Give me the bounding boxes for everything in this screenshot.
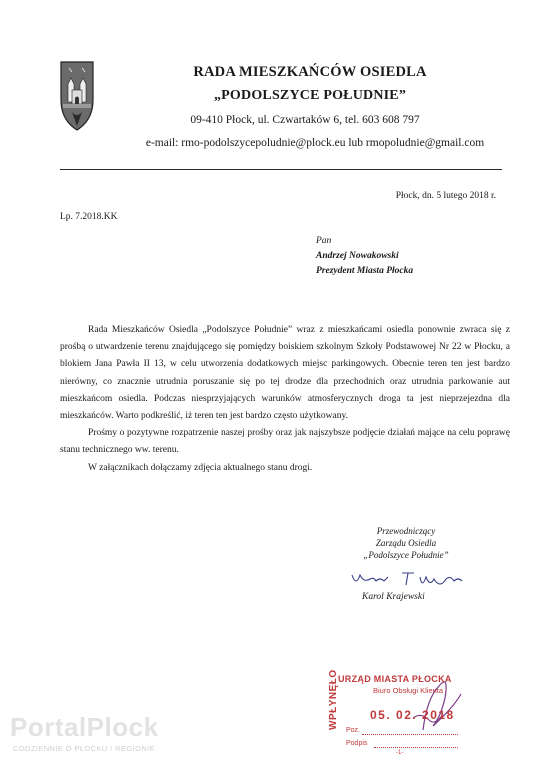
handwritten-signature: [350, 569, 480, 591]
letter-reference: Lp. 7.2018.KK: [60, 212, 118, 222]
stamp-office: URZĄD MIASTA PŁOCKA: [338, 674, 452, 684]
signature-block: [336, 525, 476, 561]
signatory-name: Karol Krajewski: [362, 592, 425, 602]
stamp-podpis-line: [374, 747, 458, 748]
stamp-poz-label: Poz.: [346, 727, 361, 734]
signature-role-2: Zarządu Osiedla: [375, 538, 437, 548]
stamp-sheet-number: -1-: [396, 750, 404, 756]
body-paragraph-3: W załącznikach dołączamy zdjęcia aktualnego stanu drogi.: [88, 462, 313, 473]
body-paragraph-1: Rada Mieszkańców Osiedla „Podolszyce Południe” wraz z mieszkańcami osiedla ponownie zwraca się z prośbą o utwardzenie terenu znajdującego się pomiędzy boiskiem szkolnym Szkoły Podstawowej Nr 22 w Płocku, a blokiem Jana Pawła II 13, w celu utworzenia dodatkowych miejsc parkingowych. Obecnie teren ten jest bardzo nierówny, co znacznie utrudnia poruszanie się po tej drodze dla przechodnich oraz utrudnia parkowanie aut mieszkańcom osiedla. Podczas niesprzyjających warunków atmosferycznych droga ta jest nieprzejezdna dla mieszkańców. Warto podkreślić, iż teren ten jest bardzo często użytkowany.: [60, 325, 510, 422]
letterhead-address: 09-410 Płock, ul. Czwartaków 6, tel. 603 608 797: [190, 114, 420, 126]
body-paragraph-2: Prośmy o pozytywne rozpatrzenie naszej prośby oraz jak najszybsze podjęcie działań mające na celu poprawę stanu technicznego ww. terenu.: [60, 428, 510, 456]
stamp-received-label: WPŁYNĘŁO: [328, 669, 339, 730]
watermark-tagline: CODZIENNIE O PŁOCKU I REGIONIE: [13, 744, 156, 753]
recipient-salutation: Pan: [316, 236, 332, 246]
letterhead-email: e-mail: rmo-podolszycepoludnie@plock.eu lub rmopoludnie@gmail.com: [145, 137, 485, 149]
watermark-brand: PortalPlock: [10, 712, 159, 742]
recipient-name: Andrzej Nowakowski: [316, 251, 399, 261]
letterhead-divider: [60, 169, 502, 170]
recipient-block: [316, 234, 413, 279]
stamp-date: 05. 02. 2018: [370, 708, 455, 722]
signature-role-1: Przewodniczący: [376, 526, 436, 536]
letter-body: [60, 322, 510, 477]
letterhead-subtitle: „PODOLSZYCE POŁUDNIE”: [213, 88, 407, 103]
signature-role-3: „Podolszyce Południe”: [363, 550, 449, 560]
received-stamp: [328, 668, 478, 764]
city-coat-of-arms-icon: [60, 60, 94, 132]
stamp-poz-line: [362, 734, 458, 735]
stamp-department: Biuro Obsługi Klienta: [373, 686, 444, 695]
portal-watermark: [10, 712, 170, 762]
letterhead-title: RADA MIESZKAŃCÓW OSIEDLA: [193, 64, 427, 80]
letter-date: Płock, dn. 5 lutego 2018 r.: [395, 191, 496, 201]
stamp-podpis-label: Podpis: [346, 740, 368, 747]
recipient-title: Prezydent Miasta Płocka: [316, 266, 414, 276]
